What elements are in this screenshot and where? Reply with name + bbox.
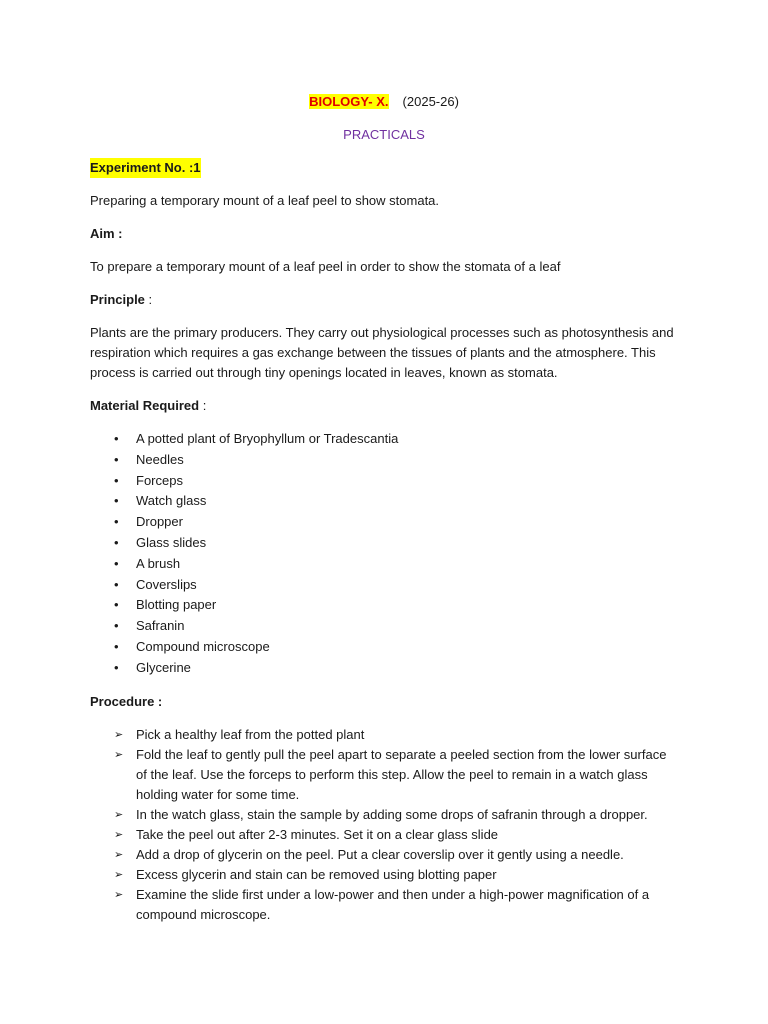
materials-list bbox=[90, 429, 680, 679]
principle-label: Principle bbox=[90, 292, 145, 307]
section-subtitle: PRACTICALS bbox=[343, 127, 425, 142]
procedure-steps bbox=[90, 725, 680, 925]
materials-suffix: : bbox=[199, 398, 207, 413]
step-text: Fold the leaf to gently pull the peel apart to separate a peeled section from the lower surface of the leaf. Use the forceps to perform this step. Allow the peel to remain in a watch glass holding water for some time. bbox=[136, 746, 667, 802]
list-item: • Watch glass bbox=[90, 491, 680, 512]
step-text: Add a drop of glycerin on the peel. Put a clear coverslip over it gently using a needle. bbox=[136, 846, 624, 862]
arrow-bullet-icon: ➢ bbox=[114, 868, 124, 881]
arrow-bullet-icon: ➢ bbox=[114, 748, 124, 761]
principle-text: Plants are the primary producers. They carry out physiological processes such as photosynthesis and respiration which requires a gas exchange between the tissues of plants and the atmosphere. This process is carried out through tiny openings located in leaves, known as stomata. bbox=[90, 325, 674, 380]
step-text: Take the peel out after 2-3 minutes. Set it on a clear glass slide bbox=[136, 826, 499, 842]
subject-title: BIOLOGY- X. bbox=[309, 94, 389, 109]
arrow-bullet-icon: ➢ bbox=[114, 728, 124, 741]
procedure-label: Procedure : bbox=[90, 693, 163, 709]
step-text: Excess glycerin and stain can be removed using blotting paper bbox=[136, 866, 497, 882]
list-item: • Dropper bbox=[90, 512, 680, 533]
aim-label: Aim : bbox=[90, 226, 123, 241]
arrow-bullet-icon: ➢ bbox=[114, 848, 124, 861]
document-body bbox=[90, 158, 680, 925]
list-item: • Coverslips bbox=[90, 575, 680, 596]
materials-heading bbox=[90, 396, 680, 416]
list-item: • Compound microscope bbox=[90, 637, 680, 658]
procedure-step bbox=[90, 745, 680, 805]
list-item: • Blotting paper bbox=[90, 595, 680, 616]
document-title bbox=[0, 92, 768, 112]
list-item: • A brush bbox=[90, 554, 680, 575]
principle-heading bbox=[90, 290, 680, 310]
procedure-step bbox=[90, 825, 680, 845]
procedure-step bbox=[90, 865, 680, 885]
procedure-step bbox=[90, 885, 680, 925]
experiment-description: Preparing a temporary mount of a leaf peel to show stomata. bbox=[90, 193, 440, 208]
step-text: Examine the slide first under a low-power and then under a high-power magnification of a compound microscope. bbox=[136, 886, 650, 922]
list-item: • Safranin bbox=[90, 616, 680, 637]
list-item: • A potted plant of Bryophyllum or Tradescantia bbox=[90, 429, 680, 450]
list-item: • Forceps bbox=[90, 471, 680, 492]
list-item: • Needles bbox=[90, 450, 680, 471]
aim-text: To prepare a temporary mount of a leaf peel in order to show the stomata of a leaf bbox=[90, 259, 561, 274]
experiment-heading: Experiment No. :1 bbox=[90, 158, 201, 178]
procedure-step bbox=[90, 845, 680, 865]
list-item: • Glycerine bbox=[90, 658, 680, 679]
step-text: Pick a healthy leaf from the potted plant bbox=[136, 726, 365, 742]
arrow-bullet-icon: ➢ bbox=[114, 888, 124, 901]
procedure-step bbox=[90, 805, 680, 825]
principle-suffix: : bbox=[144, 292, 153, 307]
step-text: In the watch glass, stain the sample by adding some drops of safranin through a dropper. bbox=[136, 806, 648, 822]
list-item: • Glass slides bbox=[90, 533, 680, 554]
arrow-bullet-icon: ➢ bbox=[114, 828, 124, 841]
materials-label: Material Required bbox=[90, 398, 200, 413]
arrow-bullet-icon: ➢ bbox=[114, 808, 124, 821]
procedure-step bbox=[90, 725, 680, 745]
session-year: (2025-26) bbox=[402, 94, 459, 109]
